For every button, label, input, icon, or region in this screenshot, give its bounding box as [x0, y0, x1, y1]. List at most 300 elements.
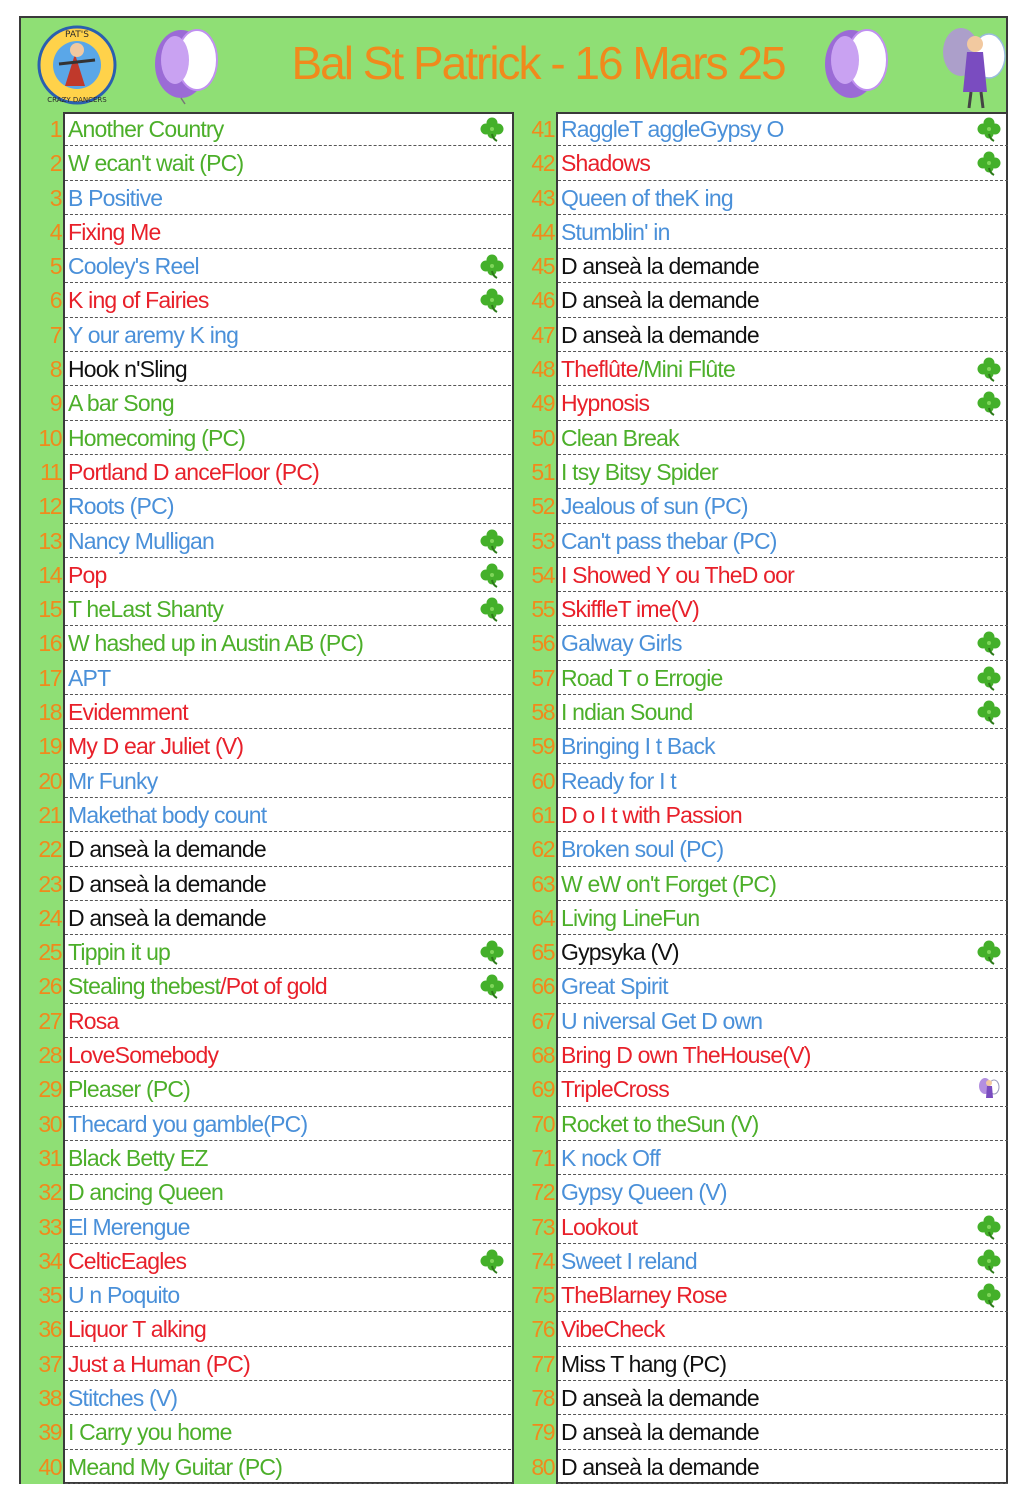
- shamrock-icon: [976, 1282, 1002, 1308]
- dance-name-text: Evidemment: [68, 699, 188, 726]
- dance-row: [21, 558, 511, 592]
- dance-name: [68, 1038, 218, 1072]
- shamrock-icon: [976, 699, 1002, 725]
- dance-row: [21, 1450, 511, 1484]
- dance-row: [514, 112, 1008, 146]
- dance-name-text: RaggleT aggleGypsy O: [561, 116, 784, 142]
- dance-name-text: My D ear Juliet (V): [68, 733, 244, 760]
- shamrock-icon: [976, 1248, 1002, 1274]
- dance-name-text: Stealing thebest: [68, 973, 221, 1000]
- dance-row: [21, 1004, 511, 1038]
- dance-name: [561, 112, 784, 146]
- header-banner: [21, 18, 1006, 114]
- dance-name-text: D anseà la demande: [68, 836, 266, 863]
- dance-name: [68, 352, 187, 386]
- dance-name: [561, 832, 723, 866]
- dance-number: 49: [514, 386, 558, 420]
- dance-name-text: APT: [68, 664, 111, 691]
- dance-number: 56: [514, 626, 558, 660]
- dance-number: 19: [21, 729, 65, 763]
- dance-number: 40: [21, 1450, 65, 1484]
- dance-name-text: Nancy Mulligan: [68, 527, 215, 554]
- shamrock-icon: [479, 253, 505, 279]
- dance-number: 80: [514, 1450, 558, 1484]
- dance-row: [21, 112, 511, 146]
- dance-number: 39: [21, 1415, 65, 1449]
- dance-name: [68, 969, 327, 1003]
- dance-name: [561, 283, 759, 317]
- dance-number: 73: [514, 1210, 558, 1244]
- dance-number: 66: [514, 969, 558, 1003]
- dance-name: [561, 935, 679, 969]
- dance-name: [68, 832, 266, 866]
- dance-number: 15: [21, 592, 65, 626]
- dance-name-text: D anseà la demande: [561, 287, 759, 314]
- dance-name-text: Thecard you gamble(PC): [68, 1110, 308, 1137]
- dance-row: [21, 1244, 511, 1278]
- dance-row: [21, 524, 511, 558]
- shamrock-icon: [976, 665, 1002, 691]
- dance-number: 28: [21, 1038, 65, 1072]
- dance-row: [21, 1175, 511, 1209]
- dance-name-text: Shadows: [561, 150, 651, 177]
- dance-number: 7: [21, 318, 65, 352]
- dance-row: [514, 729, 1008, 763]
- dance-number: 54: [514, 558, 558, 592]
- dance-row: [514, 524, 1008, 558]
- shamrock-icon: [479, 939, 505, 965]
- shamrock-icon: [479, 1248, 505, 1274]
- dance-row: [21, 661, 511, 695]
- dance-name-text: Ready for I t: [561, 767, 676, 794]
- dance-number: 51: [514, 455, 558, 489]
- dance-number: 31: [21, 1141, 65, 1175]
- dance-number: 14: [21, 558, 65, 592]
- row-divider: [558, 1483, 1008, 1484]
- dance-number: 47: [514, 318, 558, 352]
- dance-row: [514, 1004, 1008, 1038]
- dance-name: [561, 592, 699, 626]
- dance-number: 4: [21, 215, 65, 249]
- dance-name-text: Stitches (V): [68, 1384, 178, 1411]
- dance-row: [514, 661, 1008, 695]
- dance-number: 64: [514, 901, 558, 935]
- dance-row: [514, 455, 1008, 489]
- shamrock-icon: [479, 287, 505, 313]
- shamrock-icon: [976, 356, 1002, 382]
- shamrock-icon: [976, 939, 1002, 965]
- dance-row: [514, 1141, 1008, 1175]
- dance-name: [68, 524, 214, 558]
- dance-name-text: Homecoming (PC): [68, 424, 246, 451]
- dance-row: [514, 146, 1008, 180]
- dance-name: [561, 1347, 726, 1381]
- dance-name-text: Miss T hang (PC): [561, 1350, 727, 1377]
- dance-name-text: Stumblin' in: [561, 218, 670, 245]
- dance-name: [68, 215, 161, 249]
- dance-name-text: Bringing I t Back: [561, 733, 715, 760]
- dance-number: 41: [514, 112, 558, 146]
- shamrock-icon: [479, 562, 505, 588]
- dance-name-text: Pop: [68, 561, 107, 588]
- dance-row: [514, 832, 1008, 866]
- dance-row: [21, 626, 511, 660]
- dance-name: [68, 626, 363, 660]
- dance-number: 27: [21, 1004, 65, 1038]
- dance-name-text: Pleaser (PC): [68, 1076, 191, 1103]
- dance-name-text: Theflûte: [561, 356, 638, 383]
- logo-top-text: PAT'S: [65, 30, 89, 40]
- dance-name-alt: /Pot of gold: [220, 973, 327, 1000]
- dance-name: [561, 421, 679, 455]
- dance-name-text: VibeCheck: [561, 1316, 665, 1343]
- dance-name-text: Bring D own TheHouse(V): [561, 1042, 811, 1069]
- dance-name-text: CelticEagles: [68, 1247, 187, 1274]
- dance-name-text: T heLast Shanty: [68, 596, 224, 623]
- dance-name-text: I Carry you home: [68, 1419, 232, 1446]
- dance-number: 76: [514, 1312, 558, 1346]
- dance-row: [514, 1175, 1008, 1209]
- dance-name-text: I tsy Bitsy Spider: [561, 458, 718, 485]
- dance-name-text: Sweet I reland: [561, 1247, 697, 1274]
- dance-row: [21, 1347, 511, 1381]
- dance-number: 55: [514, 592, 558, 626]
- dance-name: [561, 1381, 759, 1415]
- dancers-logo-icon: [31, 24, 123, 106]
- fairy-icon: [931, 22, 1023, 110]
- dance-name: [68, 1175, 223, 1209]
- dance-name: [561, 1278, 727, 1312]
- dance-name-text: Meand My Guitar (PC): [68, 1453, 283, 1480]
- dance-name: [561, 455, 718, 489]
- dance-row: [21, 1141, 511, 1175]
- dance-number: 1: [21, 112, 65, 146]
- dance-number: 65: [514, 935, 558, 969]
- dance-number: 77: [514, 1347, 558, 1381]
- dance-number: 24: [21, 901, 65, 935]
- dance-row: [21, 935, 511, 969]
- dance-number: 63: [514, 867, 558, 901]
- dance-name: [68, 1107, 307, 1141]
- dance-name: [561, 764, 676, 798]
- dance-name: [561, 1141, 660, 1175]
- dance-name-text: Fixing Me: [68, 218, 161, 245]
- dance-number: 11: [21, 455, 65, 489]
- dance-number: 30: [21, 1107, 65, 1141]
- dance-name: [68, 1312, 206, 1346]
- dance-name-text: U n Poquito: [68, 1282, 180, 1309]
- dance-name: [561, 1244, 697, 1278]
- dance-number: 43: [514, 181, 558, 215]
- dance-number: 45: [514, 249, 558, 283]
- dance-row: [514, 1072, 1008, 1106]
- dance-row: [514, 181, 1008, 215]
- dance-row: [21, 1278, 511, 1312]
- dance-name: [68, 1210, 190, 1244]
- shamrock-icon: [976, 390, 1002, 416]
- dance-name: [68, 592, 223, 626]
- dance-row: [514, 1107, 1008, 1141]
- shamrock-icon: [976, 116, 1002, 142]
- dance-row: [514, 798, 1008, 832]
- dance-name: [561, 181, 733, 215]
- dance-row: [21, 969, 511, 1003]
- dance-name: [68, 764, 157, 798]
- dance-name: [561, 798, 742, 832]
- dance-number: 29: [21, 1072, 65, 1106]
- dance-row: [21, 798, 511, 832]
- dance-name-text: Makethat body count: [68, 801, 267, 828]
- shamrock-icon: [976, 150, 1002, 176]
- dance-number: 52: [514, 489, 558, 523]
- dance-number: 74: [514, 1244, 558, 1278]
- dance-name-text: K nock Off: [561, 1144, 660, 1171]
- heart-balloon-icon-right: [811, 24, 903, 106]
- dance-number: 78: [514, 1381, 558, 1415]
- dance-row: [514, 489, 1008, 523]
- dance-number: 57: [514, 661, 558, 695]
- shamrock-icon: [479, 973, 505, 999]
- dance-name: [561, 695, 693, 729]
- dance-name-text: D anseà la demande: [561, 1384, 759, 1411]
- dance-name: [561, 524, 777, 558]
- dance-row: [21, 352, 511, 386]
- dance-name: [68, 1450, 282, 1484]
- dance-number: 71: [514, 1141, 558, 1175]
- dance-number: 61: [514, 798, 558, 832]
- dance-name: [68, 695, 188, 729]
- dance-name: [68, 489, 174, 523]
- dance-row: [21, 181, 511, 215]
- dance-number: 16: [21, 626, 65, 660]
- dance-row: [514, 386, 1008, 420]
- dance-row: [21, 249, 511, 283]
- dance-name: [561, 558, 794, 592]
- dance-row: [21, 832, 511, 866]
- dance-row: [514, 1347, 1008, 1381]
- dance-number: 69: [514, 1072, 558, 1106]
- dance-row: [21, 1381, 511, 1415]
- dance-name-text: Y our aremy K ing: [68, 321, 239, 348]
- dance-name: [561, 729, 715, 763]
- dance-name-text: Queen of theK ing: [561, 184, 733, 211]
- dance-number: 8: [21, 352, 65, 386]
- dance-row: [514, 969, 1008, 1003]
- dance-number: 42: [514, 146, 558, 180]
- dance-name-text: W eW on't Forget (PC): [561, 870, 777, 897]
- dance-name-text: Galway Girls: [561, 630, 682, 657]
- dance-name: [561, 1450, 759, 1484]
- dance-number: 53: [514, 524, 558, 558]
- dance-name: [68, 798, 266, 832]
- dance-number: 79: [514, 1415, 558, 1449]
- dance-name-text: TheBlarney Rose: [561, 1282, 727, 1309]
- left-column: [21, 112, 511, 1484]
- dance-name: [68, 1278, 179, 1312]
- dance-number: 60: [514, 764, 558, 798]
- dance-name-text: TripleCross: [561, 1076, 669, 1103]
- dance-name: [561, 1312, 665, 1346]
- dance-name: [561, 1107, 759, 1141]
- dance-name: [68, 283, 209, 317]
- dance-name-text: Clean Break: [561, 424, 679, 451]
- row-divider: [65, 1483, 511, 1484]
- dance-row: [514, 1312, 1008, 1346]
- dance-number: 32: [21, 1175, 65, 1209]
- dance-name-text: D anseà la demande: [68, 904, 266, 931]
- shamrock-icon: [976, 1214, 1002, 1240]
- dance-name-text: W hashed up in Austin AB (PC): [68, 630, 364, 657]
- dance-row: [21, 489, 511, 523]
- dance-number: 22: [21, 832, 65, 866]
- dance-row: [21, 215, 511, 249]
- dance-number: 75: [514, 1278, 558, 1312]
- dance-row: [514, 283, 1008, 317]
- dance-row: [21, 318, 511, 352]
- dance-number: 12: [21, 489, 65, 523]
- dance-row: [514, 1038, 1008, 1072]
- dance-name: [561, 489, 748, 523]
- dance-number: 37: [21, 1347, 65, 1381]
- dance-name-alt: /Mini Flûte: [637, 356, 736, 383]
- dance-row: [21, 695, 511, 729]
- dance-name-text: LoveSomebody: [68, 1042, 219, 1069]
- dance-row: [21, 455, 511, 489]
- dance-name: [68, 146, 243, 180]
- shamrock-icon: [479, 596, 505, 622]
- dance-name-text: Living LineFun: [561, 904, 700, 931]
- dance-name-text: SkiffleT ime(V): [561, 596, 699, 623]
- dance-name-text: U niversal Get D own: [561, 1007, 763, 1034]
- dance-row: [21, 729, 511, 763]
- dance-number: 33: [21, 1210, 65, 1244]
- dance-name: [68, 1415, 232, 1449]
- dance-row: [21, 283, 511, 317]
- dance-number: 70: [514, 1107, 558, 1141]
- dance-number: 67: [514, 1004, 558, 1038]
- dance-name: [561, 1038, 811, 1072]
- dance-number: 59: [514, 729, 558, 763]
- dance-name-text: Great Spirit: [561, 973, 668, 1000]
- dance-name-text: Hypnosis: [561, 390, 650, 417]
- heart-balloon-icon: [141, 24, 233, 106]
- dance-name: [561, 352, 735, 386]
- dance-number: 3: [21, 181, 65, 215]
- page-title: Bal St Patrick - 16 Mars 25: [291, 37, 785, 89]
- dance-name-text: Lookout: [561, 1213, 638, 1240]
- dance-name-text: Road T o Errogie: [561, 664, 723, 691]
- logo-bottom-text: CRAZY DANCERS: [47, 96, 107, 104]
- dance-name: [68, 421, 245, 455]
- dance-name-text: Black Betty EZ: [68, 1144, 208, 1171]
- dance-name: [68, 1381, 177, 1415]
- right-column: [514, 112, 1008, 1484]
- dance-name: [561, 1175, 727, 1209]
- dance-name-text: Just a Human (PC): [68, 1350, 250, 1377]
- dance-name: [561, 626, 682, 660]
- dance-row: [514, 1450, 1008, 1484]
- dance-name-text: I Showed Y ou TheD oor: [561, 561, 795, 588]
- dance-number: 35: [21, 1278, 65, 1312]
- dance-name-text: B Positive: [68, 184, 163, 211]
- dance-row: [21, 146, 511, 180]
- dance-number: 20: [21, 764, 65, 798]
- dance-row: [21, 764, 511, 798]
- dance-name-text: W ecan't wait (PC): [68, 150, 244, 177]
- dance-number: 44: [514, 215, 558, 249]
- dance-number: 36: [21, 1312, 65, 1346]
- dance-name-text: Rocket to theSun (V): [561, 1110, 759, 1137]
- dance-row: [514, 1381, 1008, 1415]
- dance-row: [21, 421, 511, 455]
- dance-name: [561, 969, 668, 1003]
- dance-name: [68, 867, 266, 901]
- dance-name: [561, 215, 670, 249]
- dance-name: [68, 558, 107, 592]
- dance-name: [68, 935, 170, 969]
- dance-row: [21, 1210, 511, 1244]
- dance-row: [514, 764, 1008, 798]
- dance-name: [68, 901, 266, 935]
- dance-name: [561, 386, 649, 420]
- dance-row: [514, 1210, 1008, 1244]
- dance-name-text: Tippin it up: [68, 939, 171, 966]
- dance-number: 18: [21, 695, 65, 729]
- dance-number: 6: [21, 283, 65, 317]
- dance-name-text: D anseà la demande: [561, 321, 759, 348]
- dance-row: [514, 626, 1008, 660]
- dance-row: [514, 249, 1008, 283]
- dance-name-text: Mr Funky: [68, 767, 158, 794]
- dance-row: [514, 935, 1008, 969]
- dance-name-text: Liquor T alking: [68, 1316, 207, 1343]
- dance-number: 13: [21, 524, 65, 558]
- dance-row: [21, 1107, 511, 1141]
- dance-row: [21, 867, 511, 901]
- dance-row: [514, 558, 1008, 592]
- dance-name-text: Roots (PC): [68, 493, 174, 520]
- dance-name: [561, 146, 650, 180]
- dance-name-text: Cooley's Reel: [68, 253, 199, 280]
- dance-name: [561, 1004, 762, 1038]
- dance-row: [514, 318, 1008, 352]
- shamrock-icon: [479, 528, 505, 554]
- dance-row: [514, 352, 1008, 386]
- dance-name: [561, 318, 759, 352]
- dance-name-text: K ing of Fairies: [68, 287, 209, 314]
- dance-name: [68, 455, 319, 489]
- dance-number: 68: [514, 1038, 558, 1072]
- dance-name-text: Broken soul (PC): [561, 836, 724, 863]
- dance-row: [514, 592, 1008, 626]
- dance-name: [68, 1141, 208, 1175]
- dance-name-text: D anseà la demande: [561, 1453, 759, 1480]
- dance-row: [21, 1038, 511, 1072]
- dance-name: [561, 1072, 669, 1106]
- dance-number: 10: [21, 421, 65, 455]
- dance-row: [514, 695, 1008, 729]
- dance-name-text: D ancing Queen: [68, 1179, 224, 1206]
- dance-name: [68, 1244, 186, 1278]
- dance-row: [514, 867, 1008, 901]
- dance-number: 2: [21, 146, 65, 180]
- dance-row: [21, 386, 511, 420]
- dance-row: [514, 1278, 1008, 1312]
- dance-name-text: Can't pass thebar (PC): [561, 527, 777, 554]
- dance-name: [561, 867, 776, 901]
- dance-number: 21: [21, 798, 65, 832]
- dance-name-text: Another Country: [68, 116, 224, 142]
